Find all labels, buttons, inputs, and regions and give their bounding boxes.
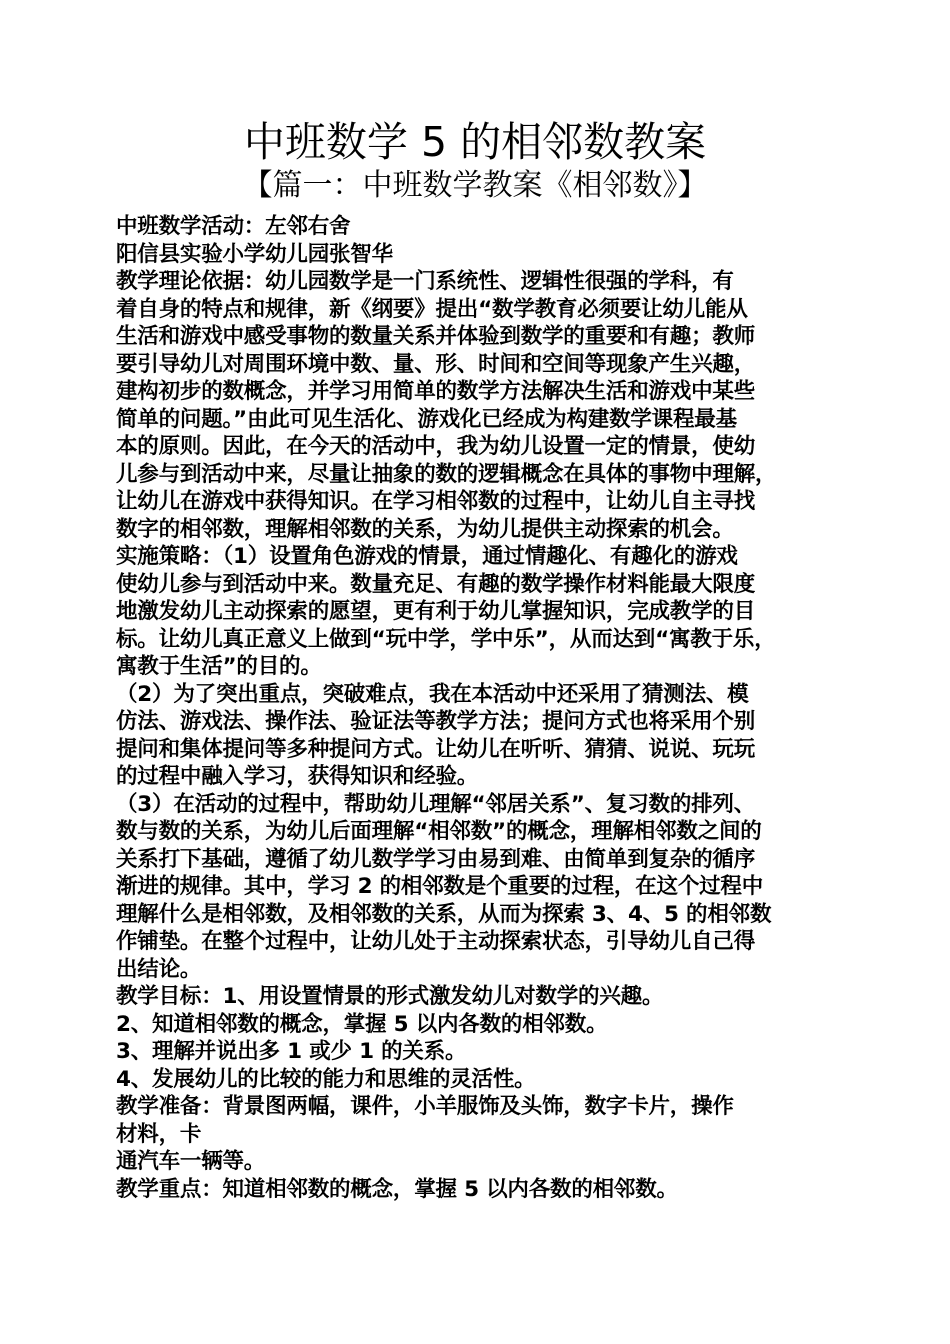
text-line: 理解什么是相邻数，及相邻数的关系，从而为探索 3、4、5 的相邻数 <box>116 901 772 927</box>
text-line: 中班数学活动：左邻右舍 <box>116 214 351 239</box>
text-line: 作铺垫。在整个过程中，让幼儿处于主动探索状态，引导幼儿自己得 <box>116 929 756 954</box>
text-line: 3、理解并说出多 1 或少 1 的关系。 <box>116 1039 467 1064</box>
text-line: 的过程中融入学习，获得知识和经验。 <box>116 764 479 789</box>
text-line: 教学目标：1、用设置情景的形式激发幼儿对数学的兴趣。 <box>116 984 664 1009</box>
text-line: 儿参与到活动中来，尽量让抽象的数的逻辑概念在具体的事物中理解， <box>116 461 777 487</box>
text-line: 教学准备：背景图两幅，课件，小羊服饰及头饰，数字卡片，操作 <box>116 1094 734 1119</box>
text-line: 出结论。 <box>116 956 202 982</box>
document-subtitle: 【篇一：中班数学教案《相邻数》】 <box>242 168 708 203</box>
text-line: 提问和集体提问等多种提问方式。让幼儿在听听、猜猜、说说、玩玩 <box>116 736 756 762</box>
text-line: 教学理论依据：幼儿园数学是一门系统性、逻辑性很强的学科，有 <box>116 269 734 294</box>
text-line: 数字的相邻数，理解相邻数的关系，为幼儿提供主动探索的机会。 <box>116 516 734 542</box>
text-line: 使幼儿参与到活动中来。数量充足、有趣的数学操作材料能最大限度 <box>116 571 756 597</box>
text-line: 材料，卡 <box>116 1121 202 1147</box>
text-line: 建构初步的数概念，并学习用简单的数学方法解决生活和游戏中某些 <box>116 379 756 404</box>
text-line: 地激发幼儿主动探索的愿望，更有利于幼儿掌握知识，完成教学的目 <box>116 599 756 624</box>
text-line: 生活和游戏中感受事物的数量关系并体验到数学的重要和有趣；教师 <box>116 324 756 349</box>
text-line: 仿法、游戏法、操作法、验证法等教学方法；提问方式也将采用个别 <box>116 709 756 734</box>
text-line: 让幼儿在游戏中获得知识。在学习相邻数的过程中，让幼儿自主寻找 <box>116 489 756 514</box>
text-line: 数与数的关系，为幼儿后面理解“相邻数”的概念，理解相邻数之间的 <box>116 819 762 844</box>
document-title: 中班数学 5 的相邻数教案 <box>243 118 707 166</box>
text-line: 关系打下基础，遵循了幼儿数学学习由易到难、由简单到复杂的循序 <box>116 846 756 872</box>
text-line: 4、发展幼儿的比较的能力和思维的灵活性。 <box>116 1066 536 1092</box>
text-line: 本的原则。因此，在今天的活动中，我为幼儿设置一定的情景，使幼 <box>116 434 756 459</box>
text-line: 着自身的特点和规律，新《纲要》提出“数学教育必须要让幼儿能从 <box>116 296 748 322</box>
text-line: 2、知道相邻数的概念，掌握 5 以内各数的相邻数。 <box>116 1011 608 1037</box>
text-line: （3）在活动的过程中，帮助幼儿理解“邻居关系”、复习数的排列、 <box>116 791 756 817</box>
text-line: 要引导幼儿对周围环境中数、量、形、时间和空间等现象产生兴趣， <box>116 351 756 377</box>
text-line: 渐进的规律。其中，学习 2 的相邻数是个重要的过程，在这个过程中 <box>116 874 764 899</box>
text-line: 实施策略：（1）设置角色游戏的情景，通过情趣化、有趣化的游戏 <box>116 544 738 569</box>
text-line: 简单的问题。”由此可见生活化、游戏化已经成为构建数学课程最基 <box>116 406 737 432</box>
text-line: 阳信县实验小学幼儿园张智华 <box>116 241 393 267</box>
text-line: （2）为了突出重点，突破难点，我在本活动中还采用了猜测法、模 <box>116 681 749 707</box>
text-line: 标。让幼儿真正意义上做到“玩中学，学中乐”，从而达到“寓教于乐， <box>116 626 776 652</box>
text-line: 通汽车一辆等。 <box>116 1149 266 1174</box>
text-line: 教学重点：知道相邻数的概念，掌握 5 以内各数的相邻数。 <box>116 1176 678 1202</box>
text-line: 寓教于生活”的目的。 <box>116 654 322 679</box>
document-body <box>116 213 838 1203</box>
